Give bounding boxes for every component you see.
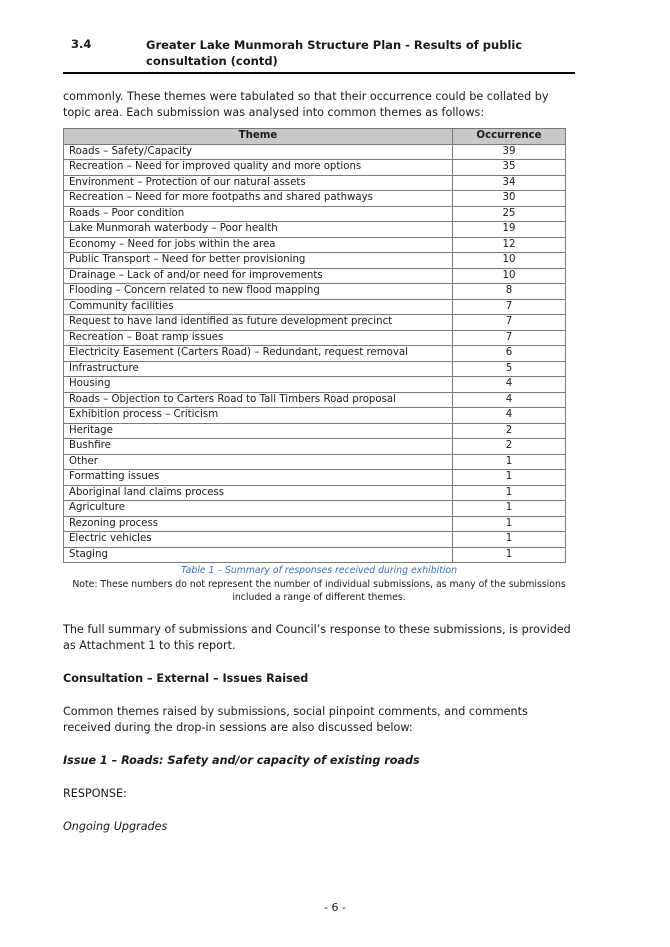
table-row [64,237,566,253]
section-title: Greater Lake Munmorah Structure Plan - Results of public consultation (contd) [146,38,523,68]
table-row [64,284,566,300]
theme-cell: Environment – Protection of our natural assets [64,175,453,191]
page-number: - 6 - [324,901,346,914]
theme-cell: Recreation – Boat ramp issues [64,330,453,346]
table-row [64,547,566,563]
table-header-row [64,129,566,145]
occurrence-cell: 34 [453,175,566,191]
table-row [64,439,566,455]
table-row [64,191,566,207]
occurrence-cell: 35 [453,160,566,176]
section-header [63,36,575,74]
theme-cell: Electricity Easement (Carters Road) – Redundant, request removal [64,346,453,362]
theme-cell: Agriculture [64,501,453,517]
occurrence-cell: 12 [453,237,566,253]
theme-cell: Electric vehicles [64,532,453,548]
table-row [64,408,566,424]
occurrence-cell: 6 [453,346,566,362]
issue-heading: Issue 1 – Roads: Safety and/or capacity of existing roads [63,754,420,767]
occurrence-cell: 1 [453,470,566,486]
occurrence-cell: 19 [453,222,566,238]
table-row [64,346,566,362]
occurrence-cell: 30 [453,191,566,207]
theme-cell: Community facilities [64,299,453,315]
table-row [64,206,566,222]
table-caption: Table 1 – Summary of responses received during exhibition [180,565,458,576]
theme-cell: Roads – Objection to Carters Road to Tall Timbers Road proposal [64,392,453,408]
table-body [64,144,566,563]
themes-table [63,128,566,563]
occurrence-cell: 7 [453,330,566,346]
response-label: RESPONSE: [63,787,127,800]
table-row [64,485,566,501]
occurrence-cell: 4 [453,377,566,393]
theme-cell: Economy – Need for jobs within the area [64,237,453,253]
table-row [64,253,566,269]
theme-cell: Other [64,454,453,470]
table-row [64,144,566,160]
occurrence-cell: 5 [453,361,566,377]
theme-cell: Flooding – Concern related to new flood mapping [64,284,453,300]
occurrence-cell: 2 [453,423,566,439]
occurrence-cell: 7 [453,299,566,315]
theme-cell: Lake Munmorah waterbody – Poor health [64,222,453,238]
table-note: Note: These numbers do not represent the number of individual submissions, as many of the submissions included a range of different themes. [72,579,566,603]
theme-cell: Roads – Safety/Capacity [64,144,453,160]
table-row [64,532,566,548]
table-row [64,175,566,191]
theme-cell: Recreation – Need for improved quality and more options [64,160,453,176]
table-row [64,392,566,408]
occurrence-cell: 2 [453,439,566,455]
theme-cell: Aboriginal land claims process [64,485,453,501]
occurrence-cell: 39 [453,144,566,160]
occurrence-cell: 1 [453,532,566,548]
table-row [64,268,566,284]
table-row [64,423,566,439]
table-row [64,315,566,331]
themes-paragraph: Common themes raised by submissions, social pinpoint comments, and comments received during the drop-in sessions are also discussed below: [63,705,528,734]
theme-cell: Staging [64,547,453,563]
column-header-theme: Theme [64,129,453,145]
occurrence-cell: 1 [453,485,566,501]
theme-cell: Formatting issues [64,470,453,486]
table-row [64,160,566,176]
summary-paragraph: The full summary of submissions and Council’s response to these submissions, is provided as Attachment 1 to this report. [63,623,571,652]
occurrence-cell: 4 [453,392,566,408]
theme-cell: Heritage [64,423,453,439]
section-number: 3.4 [71,37,92,51]
occurrence-cell: 1 [453,454,566,470]
table-row [64,454,566,470]
occurrence-cell: 25 [453,206,566,222]
theme-cell: Infrastructure [64,361,453,377]
theme-cell: Bushfire [64,439,453,455]
occurrence-cell: 8 [453,284,566,300]
occurrence-cell: 1 [453,501,566,517]
table-row [64,516,566,532]
table-row [64,299,566,315]
table-row [64,330,566,346]
occurrence-cell: 1 [453,547,566,563]
theme-cell: Request to have land identified as future development precinct [64,315,453,331]
column-header-occurrence: Occurrence [453,129,566,145]
upgrades-subheading: Ongoing Upgrades [63,820,168,833]
theme-cell: Exhibition process – Criticism [64,408,453,424]
theme-cell: Public Transport – Need for better provisioning [64,253,453,269]
table-row [64,222,566,238]
theme-cell: Rezoning process [64,516,453,532]
occurrence-cell: 4 [453,408,566,424]
theme-cell: Housing [64,377,453,393]
intro-paragraph: commonly. These themes were tabulated so that their occurrence could be collated by topic area. Each submission was analysed into common themes as follows: [63,90,549,119]
table-row [64,470,566,486]
table-row [64,361,566,377]
table-row [64,377,566,393]
occurrence-cell: 7 [453,315,566,331]
occurrence-cell: 1 [453,516,566,532]
consultation-heading: Consultation – External – Issues Raised [63,672,309,685]
theme-cell: Drainage – Lack of and/or need for improvements [64,268,453,284]
occurrence-cell: 10 [453,268,566,284]
table-row [64,501,566,517]
theme-cell: Recreation – Need for more footpaths and shared pathways [64,191,453,207]
occurrence-cell: 10 [453,253,566,269]
theme-cell: Roads – Poor condition [64,206,453,222]
